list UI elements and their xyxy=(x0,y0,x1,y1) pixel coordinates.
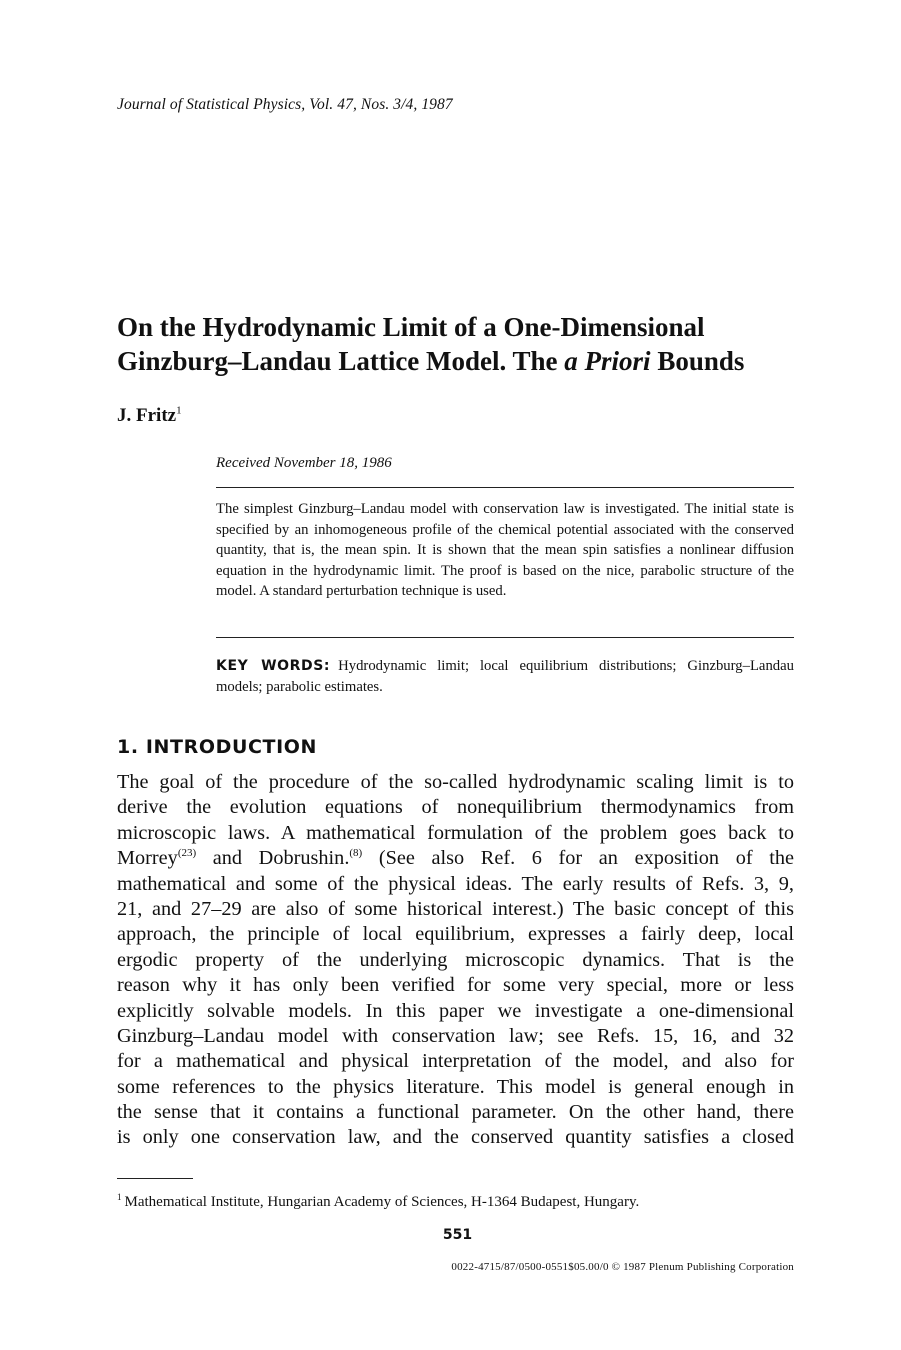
body-line: Ginzburg–Landau model with conservation law; see Refs. 15, 16, and 32 xyxy=(117,1024,794,1047)
title-line-1: On the Hydrodynamic Limit of a One-Dimensional xyxy=(117,312,705,342)
title-italic-phrase: a Priori xyxy=(564,346,651,376)
body-line: derive the evolution equations of nonequilibrium thermodynamics from xyxy=(117,796,794,819)
keywords-text: Hydrodynamic limit; local equilibrium distributions; Ginzburg–Landau models; parabolic estimates. xyxy=(216,658,795,695)
body-line: explicitly solvable models. In this paper we investigate a one-dimensional xyxy=(117,999,794,1022)
body-line: The goal of the procedure of the so-called hydrodynamic scaling limit is to xyxy=(117,771,794,793)
body-line: ergodic property of the underlying microscopic dynamics. That is the xyxy=(117,948,794,971)
author xyxy=(117,405,182,427)
body-line: the sense that it contains a functional parameter. On the other hand, there xyxy=(117,1101,794,1124)
citation-ref: (23) xyxy=(177,847,197,860)
body-line: is only one conservation law, and the conserved quantity satisfies a closed xyxy=(117,1126,794,1149)
citation-ref: (8) xyxy=(349,847,363,860)
body-fragment: and Dobrushin. xyxy=(196,847,350,870)
body-fragment: (See also Ref. 6 for an exposition of the xyxy=(362,847,794,870)
keywords xyxy=(216,656,794,698)
footnote-text: Mathematical Institute, Hungarian Academy of Sciences, H-1364 Budapest, Hungary. xyxy=(124,1194,640,1210)
body-line: microscopic laws. A mathematical formulation of the problem goes back to xyxy=(117,821,794,844)
title-line-2-start: Ginzburg–Landau Lattice Model. The xyxy=(117,346,565,376)
body-line: some references to the physics literature. This model is general enough in xyxy=(117,1075,794,1098)
abstract-bottom-rule xyxy=(216,637,794,638)
received-date: Received November 18, 1986 xyxy=(216,455,392,471)
footnote xyxy=(117,1194,639,1211)
body-line: approach, the principle of local equilibrium, expresses a fairly deep, local xyxy=(117,923,794,946)
journal-header: Journal of Statistical Physics, Vol. 47, Nos. 3/4, 1987 xyxy=(117,96,453,113)
body-line: for a mathematical and physical interpretation of the model, and also for xyxy=(117,1050,794,1073)
title-line-2-end: Bounds xyxy=(650,346,745,376)
keywords-label: KEY WORDS: xyxy=(216,658,331,674)
author-footnote-mark: 1 xyxy=(176,404,182,417)
title-line-2 xyxy=(117,344,817,378)
footnote-mark: 1 xyxy=(117,1192,122,1202)
body-line: mathematical and some of the physical ideas. The early results of Refs. 3, 9, xyxy=(117,872,794,895)
body-text xyxy=(117,770,794,1151)
body-line: 21, and 27–29 are also of some historical interest.) The basic concept of this xyxy=(117,897,794,920)
abstract: The simplest Ginzburg–Landau model with conservation law is investigated. The initial state is specified by an inhomogeneous profile of the chemical potential associated with the conserved quantity, that is, the mean spin. It is shown that the mean spin satisfies a nonlinear diffusion equation in the hydrodynamic limit. The proof is based on the nice, parabolic structure of the model. A standard perturbation technique is used. xyxy=(216,501,794,600)
citation-author: Morrey xyxy=(117,847,178,870)
page-number: 551 xyxy=(442,1227,473,1243)
body-line: reason why it has only been verified for some very special, more or less xyxy=(117,974,794,997)
copyright-line: 0022-4715/87/0500-0551$05.00/0 © 1987 Plenum Publishing Corporation xyxy=(451,1261,794,1273)
abstract-top-rule xyxy=(216,487,794,488)
footnote-rule xyxy=(117,1178,193,1179)
body-line xyxy=(117,846,794,871)
author-name: J. Fritz xyxy=(117,405,177,426)
section-heading: 1. INTRODUCTION xyxy=(117,736,317,758)
paper-title xyxy=(117,310,817,378)
